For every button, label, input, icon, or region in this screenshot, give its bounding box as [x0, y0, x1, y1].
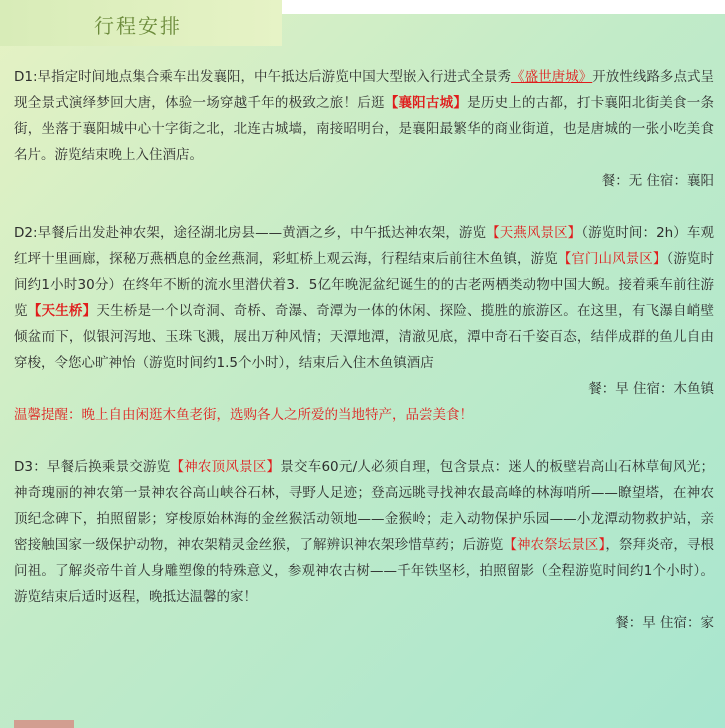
section-title-tab [0, 0, 282, 46]
day1-meals: 餐：无 住宿：襄阳 [601, 173, 714, 189]
day2-highlight-tianyan: 【天燕风景区】 [486, 225, 582, 241]
day3-description [14, 454, 714, 610]
day1-description [14, 64, 714, 168]
day2-meals: 餐：早 住宿：木鱼镇 [588, 381, 714, 397]
day1-text-1: D1:早指定时间地点集合乘车出发襄阳，中午抵达后游览中国大型嵌入行进式全景秀 [14, 69, 512, 85]
day3-text-3: ，祭拜炎帝，寻根问祖。了解炎帝牛首人身雕塑像的特殊意义，参观神农古树——千年铁坚杉，拍照留影（全程游览时间约1个小时）。游览结束后适时返程，晚抵达温馨的家！ [14, 537, 715, 605]
next-section-marker [14, 720, 74, 728]
day1-highlight-xiangyang: 【襄阳古城】 [384, 95, 468, 111]
day1-text-2: 开放性线路多点式呈现全景式演绎梦回大唐，体验一场穿越千年的极致之旅！后逛 [14, 69, 714, 111]
day3-highlight-jitan: 【神农祭坛景区】 [503, 537, 606, 553]
day3-text-2: 景交车60元/人必须自理，包含景点：迷人的板壁岩高山石林草甸风光；神奇瑰丽的神农第一景神农谷高山峡谷石林，寻野人足迹；登高远眺寻找神农最高峰的林海哨所——瞭望塔，在神农顶纪念碑下，拍照留影；穿梭原始林海的金丝猴活动领地——金猴岭；走入动物保护乐园——小龙潭动物救护站，亲密接触国家一级保护动物，神农架精灵金丝猴，了解辨识神农架珍惜草药；后游览 [14, 459, 715, 553]
day1-highlight-tangcheng: 《盛世唐城》 [511, 69, 593, 85]
top-white-strip [282, 0, 725, 14]
day3-meals: 餐：早 住宿：家 [615, 615, 714, 631]
day2-tip: 温馨提醒：晚上自由闲逛木鱼老街，选购各人之所爱的当地特产，品尝美食！ [14, 407, 473, 423]
day2-highlight-guanmenshan: 【官门山风景区】 [557, 251, 667, 267]
day3-highlight-shennongding: 【神农顶风景区】 [170, 459, 281, 475]
day2-text-3: （游览时间约1小时30分）在终年不断的流水里潜伏着3．5亿年晚泥盆纪诞生的的古老两栖类动物中国大鲵。接着乘车前往游览 [14, 251, 715, 319]
itinerary-content [14, 64, 714, 636]
day3-text-1: D3：早餐后换乘景交游览 [14, 459, 171, 475]
day2-highlight-tianshengqiao: 【天生桥】 [27, 303, 97, 319]
day2-text-2: （游览时间：2h）车观红坪十里画廊，探秘万燕栖息的金丝燕洞，彩虹桥上观云海，行程结束后前往木鱼镇，游览 [14, 225, 714, 267]
day2-text-4: 天生桥是一个以奇洞、奇桥、奇瀑、奇潭为一体的休闲、探险、揽胜的旅游区。在这里，有飞瀑自峭壁倾盆而下，似银河泻地、玉珠飞溅，展出万种风情；天潭地潭，清澈见底，潭中奇石千姿百态，结伴成群的鱼儿自由穿梭，令您心旷神怡（游览时间约1.5个小时），结束后入住木鱼镇酒店 [14, 303, 715, 371]
day2-description [14, 220, 714, 376]
day2-text-1: D2:早餐后出发赴神农架，途径湖北房县——黄酒之乡，中午抵达神农架，游览 [14, 225, 487, 241]
section-title: 行程安排 [94, 14, 182, 38]
day1-text-3: 是历史上的古都，打卡襄阳北街美食一条街，坐落于襄阳城中心十字街之北，北连古城墙，南接昭明台，是襄阳最繁华的商业街道，也是唐城的一张小吃美食名片。游览结束晚上入住酒店。 [14, 95, 715, 163]
